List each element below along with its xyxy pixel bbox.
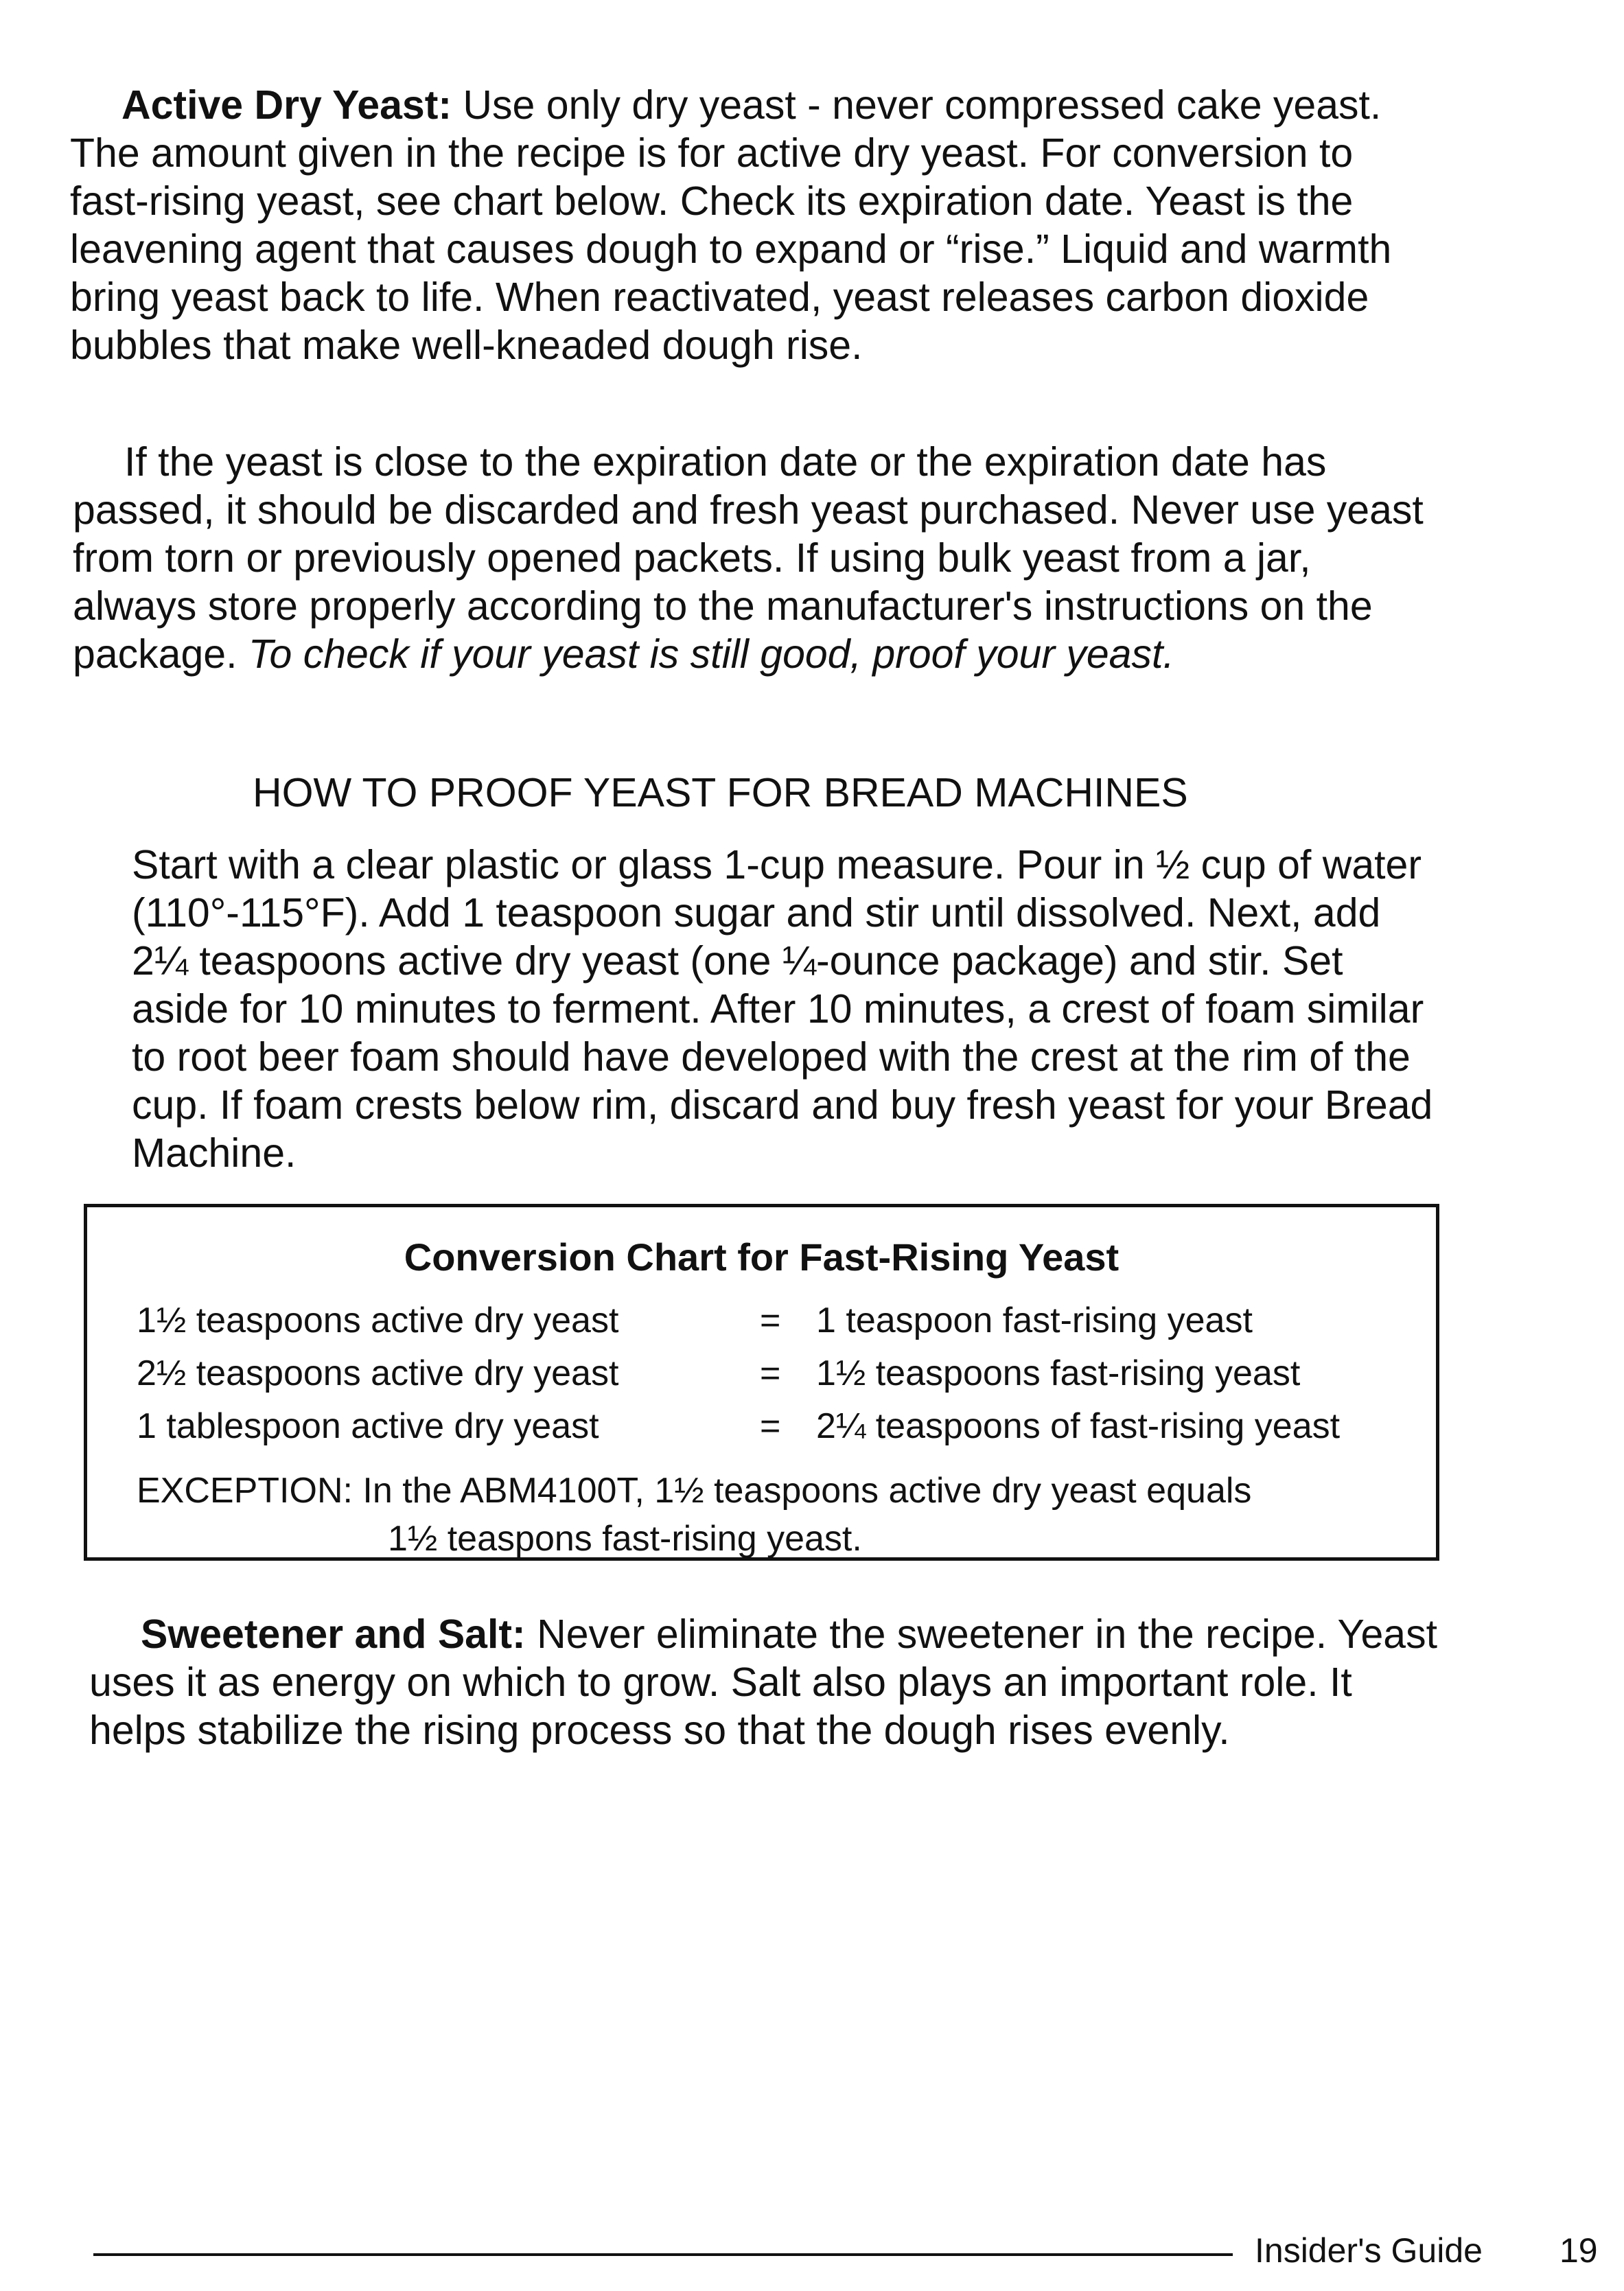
conversion-row-right: 1 teaspoon fast-rising yeast <box>816 1301 1253 1340</box>
footer-title: Insider's Guide <box>1255 2231 1483 2270</box>
active-dry-yeast-paragraph <box>70 81 1429 369</box>
sweetener-salt-lead: Sweetener and Salt: <box>141 1612 526 1657</box>
active-dry-yeast-lead: Active Dry Yeast: <box>121 82 452 128</box>
sweetener-salt-paragraph <box>89 1610 1448 1754</box>
exception-line-1: EXCEPTION: In the ABM4100T, 1½ teaspoons active dry yeast equals <box>137 1471 1252 1511</box>
active-dry-yeast-text: Use only dry yeast - never compressed cake yeast. The amount given in the recipe is for active dry yeast. For conversion to fast-rising yeast, see chart below. Check its expiration date. Yeast is the leavening agent that causes dough to expand or “rise.” Liquid and warmth bring yeast back to life. When reactivated, yeast releases carbon dioxide bubbles that make well-kneaded dough rise. <box>70 82 1392 368</box>
proof-instructions: Start with a clear plastic or glass 1-cup measure. Pour in ½ cup of water (110°-115°F). Add 1 teaspoon sugar and stir until dissolved. Next, add 2¼ teaspoons active dry yeast (one ¼-ounce package) and stir. Set aside for 10 minutes to ferment. After 10 minutes, a crest of foam similar to root beer foam should have developed with the crest at the rim of the cup. If foam crests below rim, discard and buy fresh yeast for your Bread Machine. <box>132 842 1433 1176</box>
sweetener-salt-text: Never eliminate the sweetener in the recipe. Yeast uses it as energy on which to grow. Salt also plays an important role. It helps stabilize the rising process so that the dough rises evenly. <box>89 1612 1437 1753</box>
conversion-row-left: 1 tablespoon active dry yeast <box>137 1406 599 1446</box>
conversion-chart-title: Conversion Chart for Fast-Rising Yeast <box>404 1235 1120 1279</box>
expiration-paragraph <box>73 438 1432 678</box>
conversion-row-equals: = <box>760 1353 781 1393</box>
proof-heading: HOW TO PROOF YEAST FOR BREAD MACHINES <box>253 770 1188 815</box>
conversion-row-right: 1½ teaspoons fast-rising yeast <box>816 1353 1301 1393</box>
conversion-row-left: 2½ teaspoons active dry yeast <box>137 1353 619 1393</box>
conversion-row-left: 1½ teaspoons active dry yeast <box>137 1301 619 1340</box>
proof-note: To check if your yeast is still good, proof your yeast. <box>248 631 1174 677</box>
page-number: 19 <box>1559 2231 1598 2270</box>
conversion-row-right: 2¼ teaspoons of fast-rising yeast <box>816 1406 1341 1446</box>
expiration-text: If the yeast is close to the expiration date or the expiration date has passed, it should be discarded and fresh yeast purchased. Never use yeast from torn or previously opened packets. If using bulk yeast from a jar, always store properly according to the manufacturer's instructions on the package. <box>73 439 1424 677</box>
conversion-chart <box>84 1204 1439 1561</box>
conversion-row-equals: = <box>760 1301 781 1340</box>
conversion-row-equals: = <box>760 1406 781 1446</box>
footer-rule <box>93 2253 1233 2256</box>
exception-line-2: 1½ teaspons fast-rising yeast. <box>388 1519 862 1559</box>
